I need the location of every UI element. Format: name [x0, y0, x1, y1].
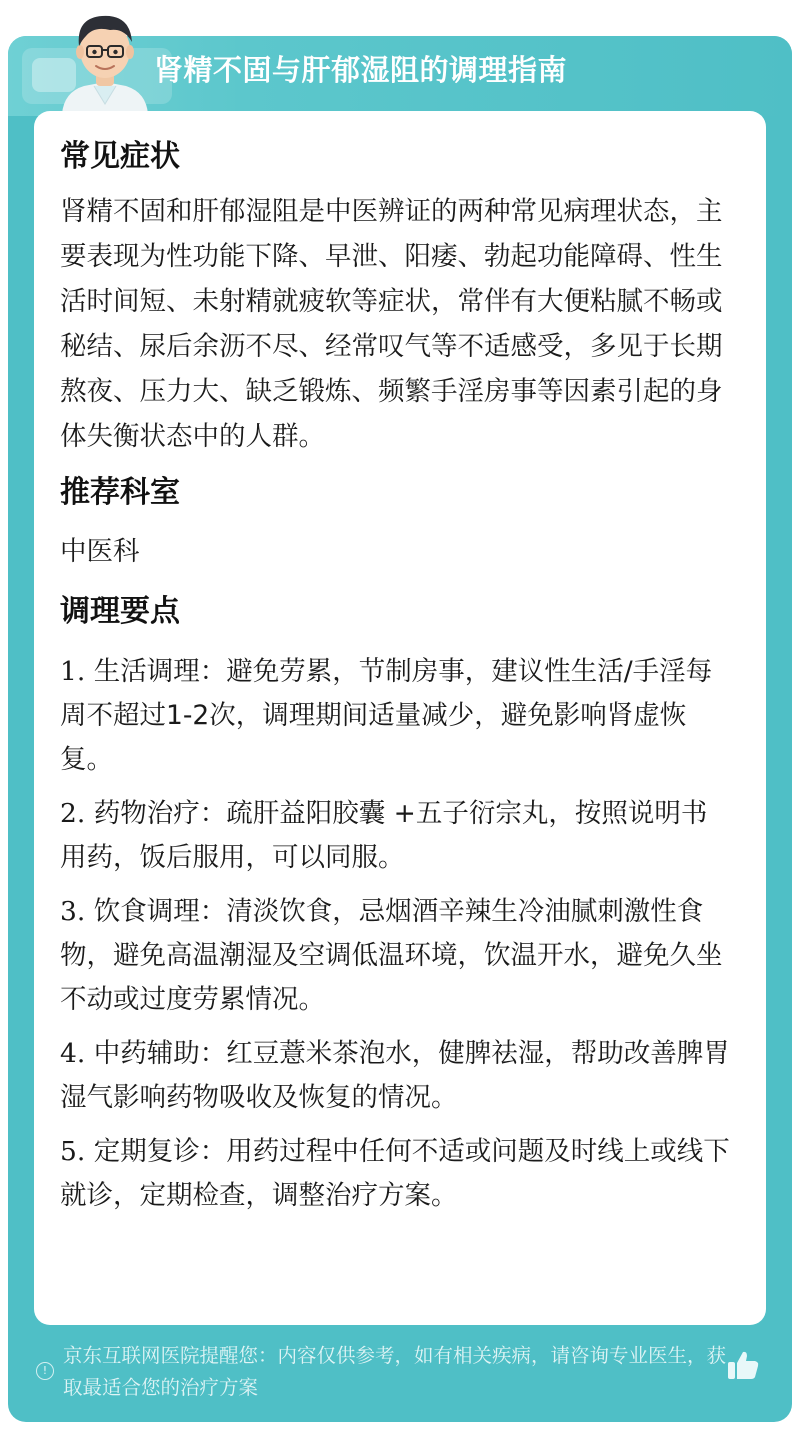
points-title: 调理要点: [60, 594, 180, 629]
point-item-4: [60, 1032, 732, 1120]
disclaimer-text: 京东互联网医院提醒您：内容仅供参考，如有相关疾病，请咨询专业医生，获取最适合您的治疗方案: [63, 1344, 727, 1399]
point-text: 中药辅助：红豆薏米茶泡水，健脾祛湿，帮助改善脾胃湿气影响药物吸收及恢复的情况。: [60, 1038, 730, 1113]
point-number: 2.: [60, 798, 86, 829]
point-number: 5.: [60, 1136, 86, 1167]
point-item-2: [60, 792, 732, 880]
point-text: 生活调理：避免劳累，节制房事，建议性生活/手淫每周不超过1-2次，调理期间适量减少，避免影响肾虚恢复。: [60, 656, 713, 775]
content-card: [34, 111, 766, 1325]
department-title: 推荐科室: [60, 475, 180, 510]
point-item-3: [60, 890, 732, 1022]
point-number: 4.: [60, 1038, 86, 1069]
point-number: 3.: [60, 896, 86, 927]
symptoms-title: 常见症状: [60, 139, 180, 174]
point-number: 1.: [60, 656, 86, 687]
point-item-5: [60, 1130, 732, 1218]
point-text: 定期复诊：用药过程中任何不适或问题及时线上或线下就诊，定期检查，调整治疗方案。: [60, 1136, 730, 1211]
symptoms-text: 肾精不固和肝郁湿阻是中医辨证的两种常见病理状态，主要表现为性功能下降、早泄、阳痿、勃起功能障碍、性生活时间短、未射精就疲软等症状，常伴有大便粘腻不畅或秘结、尿后余沥不尽、经常叹气等不适感受，多见于长期熬夜、压力大、缺乏锻炼、频繁手淫房事等因素引起的身体失衡状态中的人群。: [60, 196, 723, 452]
doctor-avatar-icon: [50, 6, 160, 114]
page-title: 肾精不固与肝郁湿阻的调理指南: [154, 53, 568, 87]
card-content: [60, 129, 732, 1218]
info-icon: !: [36, 1362, 54, 1380]
thumbs-up-icon[interactable]: [726, 1348, 760, 1382]
department-text: 中医科: [60, 536, 140, 567]
footer-disclaimer: [36, 1340, 736, 1406]
point-text: 药物治疗：疏肝益阳胶囊 +五子衍宗丸，按照说明书用药，饭后服用，可以同服。: [60, 798, 708, 873]
point-item-1: [60, 650, 732, 782]
point-text: 饮食调理：清淡饮食，忌烟酒辛辣生冷油腻刺激性食物，避免高温潮湿及空调低温环境，饮温开水，避免久坐不动或过度劳累情况。: [60, 896, 723, 1015]
